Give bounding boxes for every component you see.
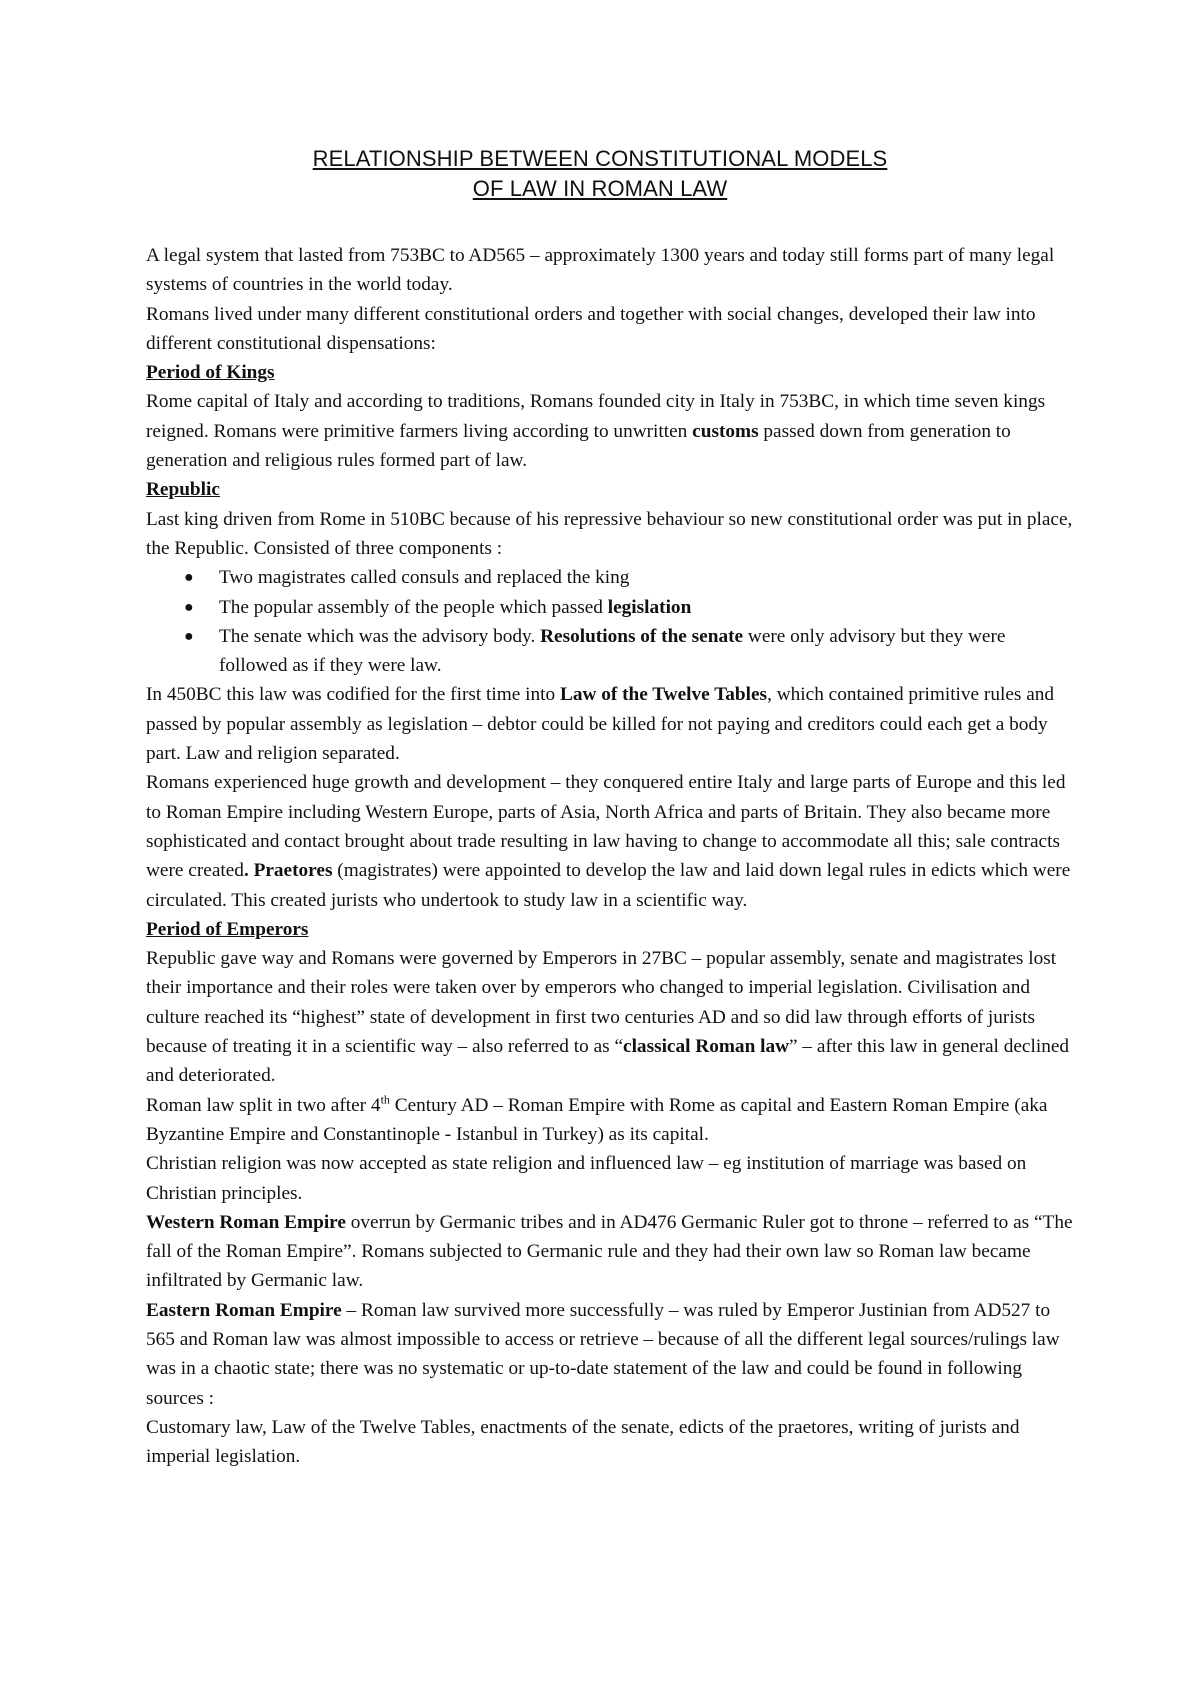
heading-period-of-emperors: Period of Emperors [146,918,309,940]
paragraph-text: Roman law split in two after 4 [146,1094,381,1116]
twelve-tables-paragraph [146,680,1076,768]
list-item [146,622,1076,681]
emperors-paragraph [146,944,1076,1090]
paragraph-bold-term: classical Roman law [623,1036,790,1058]
paragraph-text-end: Century AD – Roman Empire with Rome as capital and Eastern Roman Empire (aka Byzantine Empire and Constantinople - Istanbul in Turkey) as its capital. [146,1094,1048,1145]
list-item-bold-term: Resolutions of the senate [540,625,744,647]
republic-paragraph: Last king driven from Rome in 510BC because of his repressive behaviour so new constitutional order was put in place, the Republic. Consisted of three components : [146,508,1073,559]
list-item-text: The senate which was the advisory body. [219,625,541,647]
paragraph-text: Romans experienced huge growth and development – they conquered entire Italy and large parts of Europe and this led to Roman Empire including Western Europe, parts of Asia, North Africa and parts of Britain. They also became more sophisticated and contact brought about trade resulting in law having to change to accommodate all this; sale contracts were created [146,772,1066,882]
eastern-empire-paragraph [146,1296,1076,1413]
paragraph-text-end: (magistrates) were appointed to develop the law and laid down legal rules in edicts which were circulated. This created jurists who undertook to study law in a scientific way. [146,860,1071,911]
paragraph-text: In 450BC this law was codified for the first time into [146,684,560,706]
bullet-icon: ● [184,569,194,587]
kings-text-end: passed down from generation to generation and religious rules formed part of law. [146,420,1011,472]
paragraph-text: overrun by Germanic tribes and in AD476 Germanic Ruler got to throne – referred to as “The fall of the Roman Empire”. Romans subjected to Germanic rule and they had their own law so Roman law became infiltrated by Germanic law. [146,1211,1073,1292]
paragraph-text: Republic gave way and Romans were governed by Emperors in 27BC – popular assembly, senate and magistrates lost their importance and their roles were taken over by emperors who changed to imperial legislation. Civilisation and culture reached its “highest” state of development in first two centuries AD and so did law through efforts of jurists because of treating it in a scientific way – also referred to as “ [146,948,1057,1058]
list-item [146,593,1076,622]
growth-paragraph [146,768,1076,914]
list-item-bold-term: legislation [607,596,692,618]
superscript: th [380,1092,390,1107]
paragraph-text-end: ” – after this law in general declined and deteriorated. [146,1036,1070,1087]
list-item [146,563,1076,592]
bullet-icon: ● [184,627,194,645]
paragraph-bold-term: . Praetores [243,860,333,882]
heading-period-of-kings: Period of Kings [146,362,275,384]
paragraph-text: – Roman law survived more successfully – was ruled by Emperor Justinian from AD527 to 565 and Roman law was almost impossible to access or retrieve – because of all the different legal sources/rulings law was in a chaotic state; there was no systematic or up-to-date statement of the law and could be found in following sources : [146,1299,1060,1409]
intro-paragraph: A legal system that lasted from 753BC to AD565 – approximately 1300 years and today still forms part of many legal systems of countries in the world today. [146,245,1055,296]
heading-republic: Republic [146,479,220,501]
kings-text: Rome capital of Italy and according to traditions, Romans founded city in Italy in 753BC, in which time seven kings reigned. Romans were primitive farmers living according to unwritten [146,391,1046,442]
document-title-line-1: RELATIONSHIP BETWEEN CONSTITUTIONAL MODELS [312,146,888,171]
western-empire-paragraph [146,1208,1076,1296]
document-body [146,241,1076,1471]
bullet-icon: ● [184,598,194,616]
paragraph-bold-term: Western Roman Empire [146,1211,346,1233]
sources-paragraph: Customary law, Law of the Twelve Tables, enactments of the senate, edicts of the praetores, writing of jurists and imperial legislation. [146,1416,1020,1468]
christian-paragraph: Christian religion was now accepted as state religion and influenced law – eg institution of marriage was based on Christian principles. [146,1153,1027,1204]
paragraph-bold-term: Law of the Twelve Tables [559,684,768,706]
republic-components-list [146,563,1076,680]
kings-paragraph [146,387,1076,475]
intro-paragraph-2: Romans lived under many different constitutional orders and together with social changes, developed their law into different constitutional dispensations: [146,303,1036,354]
document-title-line-2: OF LAW IN ROMAN LAW [472,176,728,201]
paragraph-text-end: , which contained primitive rules and passed by popular assembly as legislation – debtor could be killed for not paying and creditors could each get a body part. Law and religion separated. [146,684,1055,765]
list-item-text: Two magistrates called consuls and replaced the king [219,567,630,589]
kings-bold-term: customs [692,420,759,442]
paragraph-bold-term: Eastern Roman Empire [146,1299,342,1321]
list-item-text-end: were only advisory but they were followed as if they were law. [219,625,1006,677]
split-paragraph [146,1091,1076,1150]
list-item-text: The popular assembly of the people which passed [219,596,608,618]
